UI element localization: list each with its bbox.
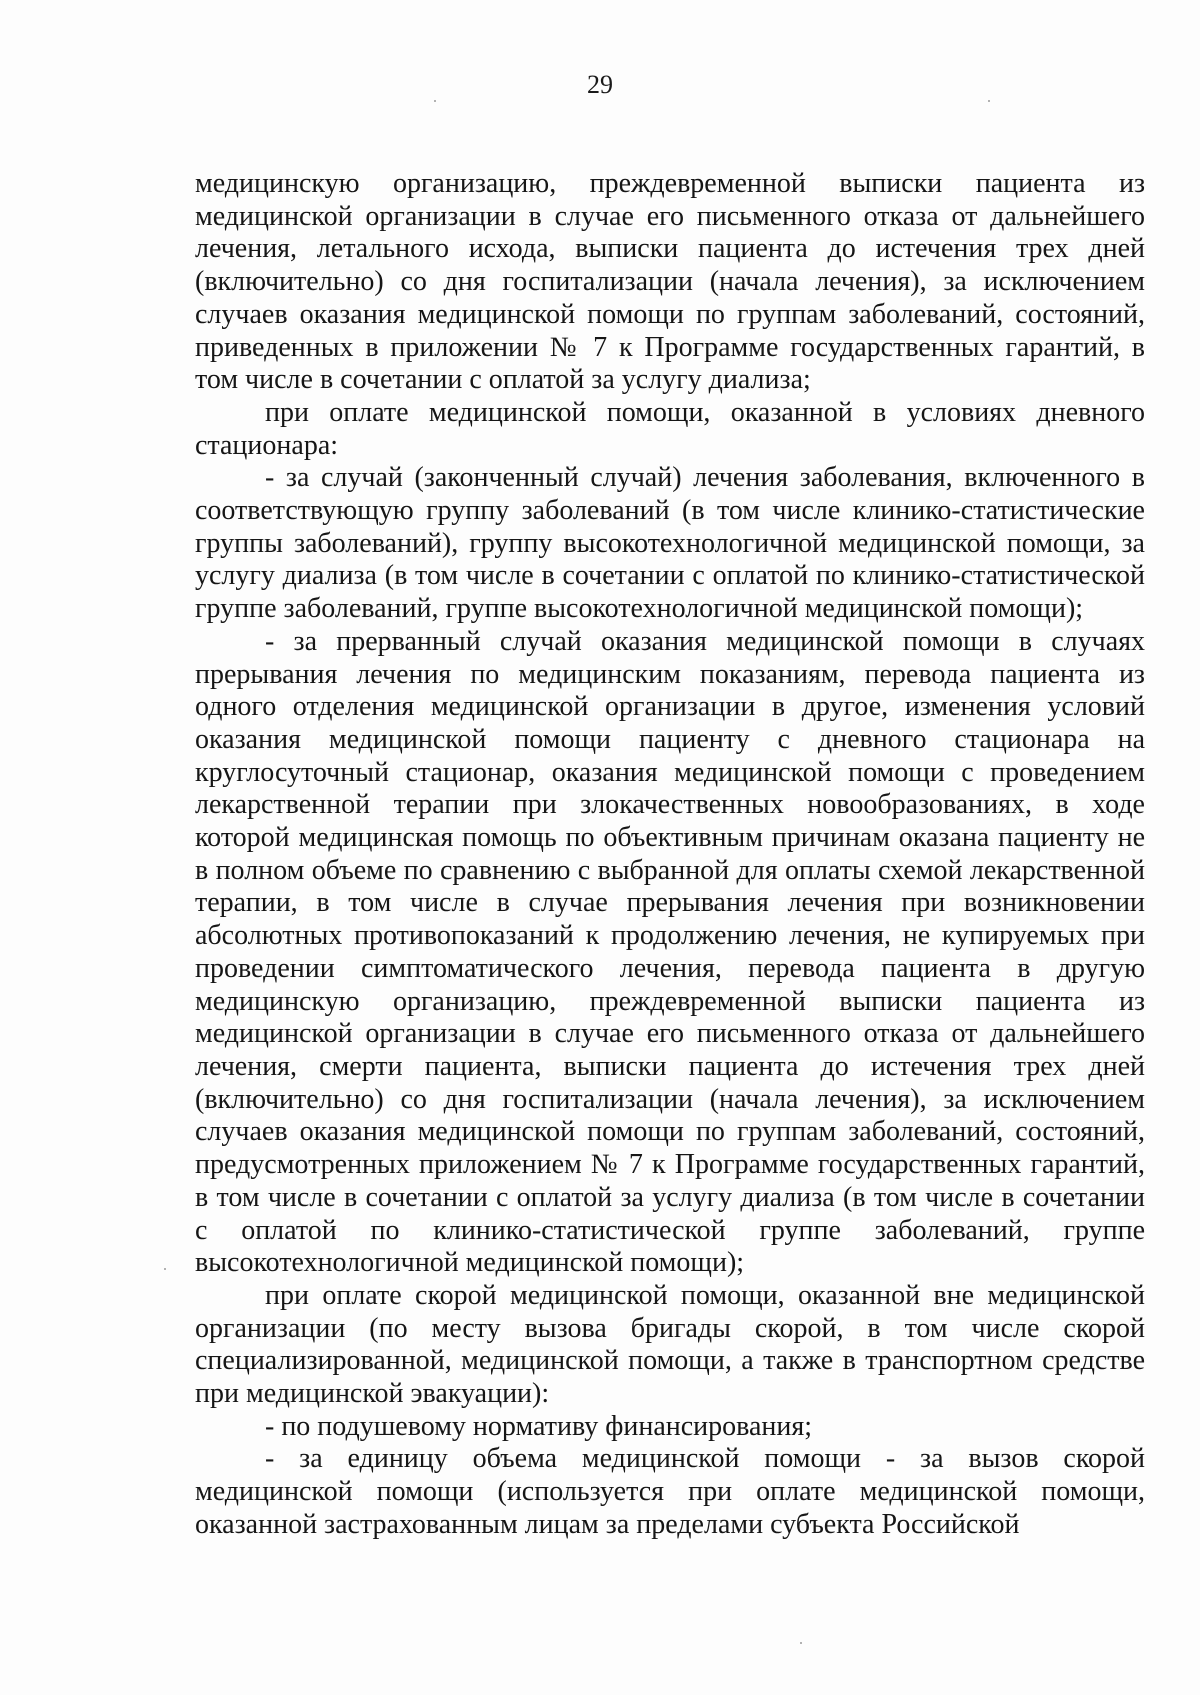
paragraph: - за единицу объема медицинской помощи - за вызов скорой медицинской помощи (используется при оплате медицинской помощи, оказанной застрахованным лицам за пределами субъекта Российской bbox=[195, 1443, 1145, 1540]
paragraph: - за прерванный случай оказания медицинской помощи в случаях прерывания лечения по медицинским показаниям, перевода пациента из одного отделения медицинской организации в другое, изменения условий оказания медицинской помощи пациенту с дневного стационара на круглосуточный стационар, оказания медицинской помощи с проведением лекарственной терапии при злокачественных новообразованиях, в ходе которой медицинская помощь по объективным причинам оказана пациенту не в полном объеме по сравнению с выбранной для оплаты схемой лекарственной терапии, в том числе в случае прерывания лечения при возникновении абсолютных противопоказаний к продолжению лечения, не купируемых при проведении симптоматического лечения, перевода пациента в другую медицинскую организацию, преждевременной выписки пациента из медицинской организации в случае его письменного отказа от дальнейшего лечения, смерти пациента, выписки пациента до истечения трех дней (включительно) со дня госпитализации (начала лечения), за исключением случаев оказания медицинской помощи по группам заболеваний, состояний, предусмотренных приложением № 7 к Программе государственных гарантий, в том числе в сочетании с оплатой за услугу диализа (в том числе в сочетании с оплатой по клинико-статистической группе заболеваний, группе высокотехнологичной медицинской помощи); bbox=[195, 625, 1145, 1279]
paragraph: при оплате скорой медицинской помощи, оказанной вне медицинской организации (по месту вызова бригады скорой, в том числе скорой специализированной, медицинской помощи, а также в транспортном средстве при медицинской эвакуации): bbox=[195, 1279, 1145, 1410]
paragraph: медицинскую организацию, преждевременной выписки пациента из медицинской организации в случае его письменного отказа от дальнейшего лечения, летального исхода, выписки пациента до истечения трех дней (включительно) со дня госпитализации (начала лечения), за исключением случаев оказания медицинской помощи по группам заболеваний, состояний, приведенных в приложении № 7 к Программе государственных гарантий, в том числе в сочетании с оплатой за услугу диализа; bbox=[195, 168, 1145, 396]
body-text bbox=[195, 168, 1145, 1542]
scan-speck bbox=[434, 100, 436, 102]
scan-speck bbox=[800, 1642, 802, 1644]
paragraph: при оплате медицинской помощи, оказанной в условиях дневного стационара: bbox=[195, 396, 1145, 461]
scan-speck bbox=[988, 100, 990, 102]
paragraph: - по подушевому нормативу финансирования; bbox=[265, 1410, 813, 1442]
page-number: 29 bbox=[587, 70, 613, 99]
scan-speck bbox=[164, 1268, 166, 1270]
paragraph: - за случай (законченный случай) лечения заболевания, включенного в соответствующую группу заболеваний (в том числе клинико-статистические группы заболеваний), группу высокотехнологичной медицинской помощи, за услугу диализа (в том числе в сочетании с оплатой по клинико-статистической группе заболеваний, группе высокотехнологичной медицинской помощи); bbox=[195, 462, 1145, 625]
